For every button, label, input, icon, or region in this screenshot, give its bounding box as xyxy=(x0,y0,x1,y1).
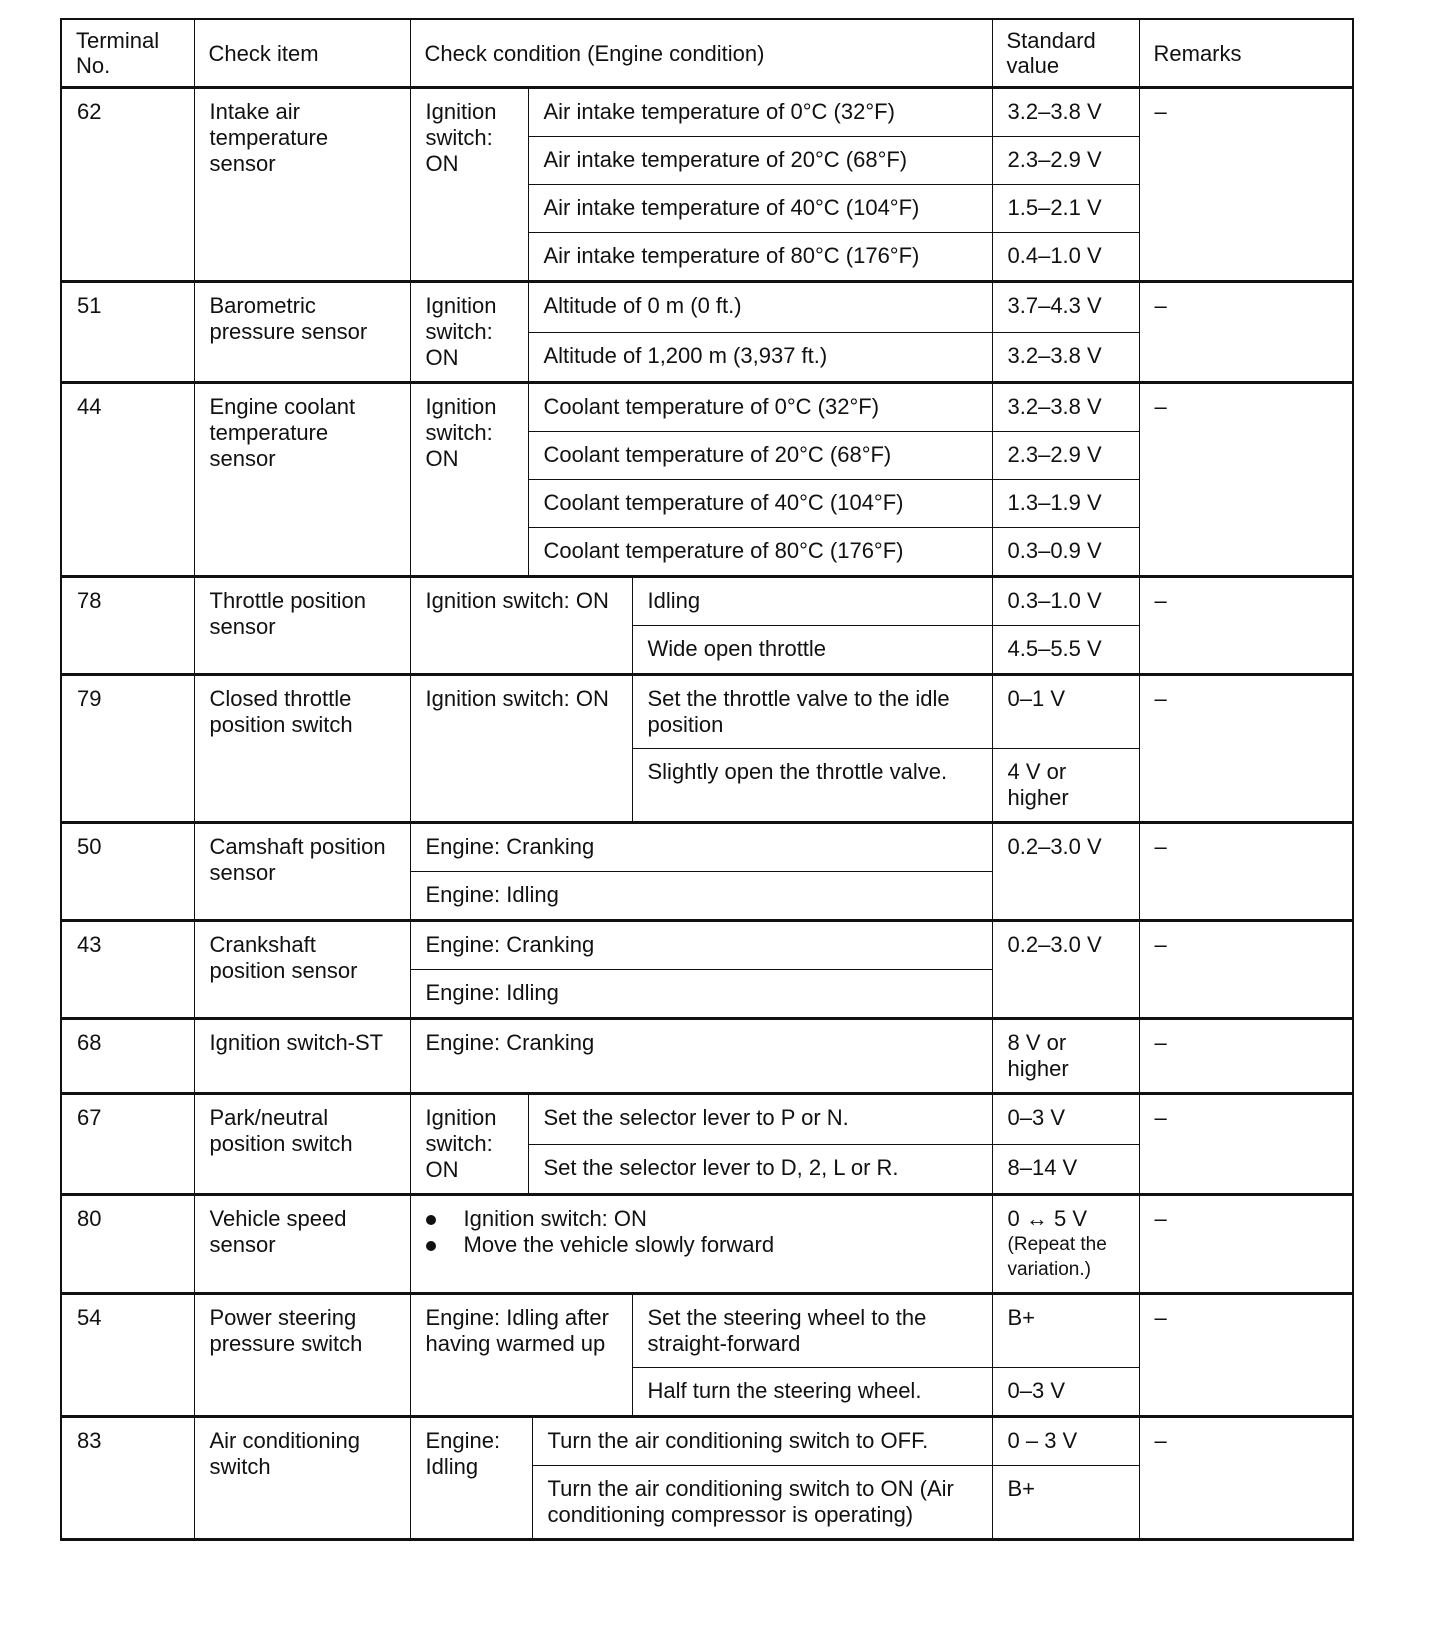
remarks: – xyxy=(1139,383,1352,576)
check-condition: Altitude of 1,200 m (3,937 ft.) xyxy=(528,332,992,382)
table-header xyxy=(62,18,1352,87)
terminal-number: 54 xyxy=(62,1294,194,1416)
check-condition: Engine: Cranking xyxy=(410,921,992,970)
check-condition: Turn the air conditioning switch to OFF. xyxy=(532,1417,992,1466)
check-condition: Wide open throttle xyxy=(632,626,992,674)
bullet-item xyxy=(426,1206,978,1232)
check-item: Crankshaft position sensor xyxy=(194,921,410,1018)
standard-value: 3.2–3.8 V xyxy=(992,383,1139,432)
standard-value: 1.5–2.1 V xyxy=(992,185,1139,233)
table-row xyxy=(62,282,1352,332)
bullet-icon xyxy=(426,1241,436,1251)
terminal-group-50 xyxy=(62,822,1352,920)
check-condition: Set the selector lever to D, 2, L or R. xyxy=(528,1144,992,1194)
terminal-group-62 xyxy=(62,87,1352,281)
terminal-group-79 xyxy=(62,674,1352,822)
check-item: Camshaft position sensor xyxy=(194,823,410,920)
terminal-number: 79 xyxy=(62,675,194,822)
standard-value: 0–3 V xyxy=(992,1094,1139,1144)
check-condition: Coolant temperature of 80°C (176°F) xyxy=(528,528,992,576)
terminal-group-43 xyxy=(62,920,1352,1018)
bullet-item xyxy=(426,1232,978,1258)
table-row xyxy=(62,577,1352,626)
standard-value: 0.4–1.0 V xyxy=(992,233,1139,281)
standard-value: 2.3–2.9 V xyxy=(992,432,1139,480)
standard-value: 0.2–3.0 V xyxy=(992,921,1139,1018)
check-condition: Engine: Idling xyxy=(410,970,992,1018)
remarks: – xyxy=(1139,1417,1352,1539)
remarks: – xyxy=(1139,823,1352,920)
check-condition: Air intake temperature of 20°C (68°F) xyxy=(528,137,992,185)
remarks: – xyxy=(1139,1094,1352,1194)
table-body xyxy=(62,87,1352,1539)
standard-value: 8–14 V xyxy=(992,1144,1139,1194)
terminal-number: 62 xyxy=(62,88,194,281)
check-condition: Set the selector lever to P or N. xyxy=(528,1094,992,1144)
value-note: (Repeat the variation.) xyxy=(1007,1234,1107,1280)
terminal-group-51 xyxy=(62,281,1352,382)
check-item: Power steering pressure switch xyxy=(194,1294,410,1416)
table-row xyxy=(62,1417,1352,1466)
terminal-group-78 xyxy=(62,576,1352,674)
check-condition: Slightly open the throttle valve. xyxy=(632,749,992,822)
remarks: – xyxy=(1139,1019,1352,1093)
condition-group-label: Ignition switch: ON xyxy=(410,1094,528,1194)
table-row xyxy=(62,1094,1352,1144)
terminal-number: 43 xyxy=(62,921,194,1018)
check-condition-list xyxy=(410,1195,992,1293)
header-terminal: Terminal No. xyxy=(62,19,194,87)
check-condition: Coolant temperature of 20°C (68°F) xyxy=(528,432,992,480)
condition-group-label: Engine: Idling xyxy=(410,1417,532,1539)
bullet-icon xyxy=(426,1215,436,1225)
standard-value xyxy=(992,1195,1139,1293)
terminal-number: 67 xyxy=(62,1094,194,1194)
standard-value: 3.2–3.8 V xyxy=(992,88,1139,137)
terminal-group-67 xyxy=(62,1093,1352,1194)
standard-value: 0–1 V xyxy=(992,675,1139,749)
terminal-number: 50 xyxy=(62,823,194,920)
terminal-number: 78 xyxy=(62,577,194,674)
check-condition: Engine: Cranking xyxy=(410,1019,992,1093)
standard-value: 3.2–3.8 V xyxy=(992,332,1139,382)
standard-value: 0.2–3.0 V xyxy=(992,823,1139,920)
terminal-group-54 xyxy=(62,1293,1352,1416)
terminal-number: 83 xyxy=(62,1417,194,1539)
terminal-number: 68 xyxy=(62,1019,194,1093)
remarks: – xyxy=(1139,1294,1352,1416)
condition-group-label: Ignition switch: ON xyxy=(410,383,528,576)
terminal-number: 51 xyxy=(62,282,194,382)
standard-value: 1.3–1.9 V xyxy=(992,480,1139,528)
header-remarks: Remarks xyxy=(1139,19,1352,87)
standard-value: B+ xyxy=(992,1466,1139,1539)
check-condition: Idling xyxy=(632,577,992,626)
check-condition: Set the throttle valve to the idle position xyxy=(632,675,992,749)
terminal-check-table xyxy=(60,18,1354,1541)
table-row xyxy=(62,823,1352,872)
terminal-group-44 xyxy=(62,382,1352,576)
bullet-text: Ignition switch: ON xyxy=(463,1206,647,1231)
terminal-group-80 xyxy=(62,1194,1352,1293)
remarks: – xyxy=(1139,577,1352,674)
terminal-group-83 xyxy=(62,1416,1352,1539)
table-row xyxy=(62,1019,1352,1093)
check-condition: Altitude of 0 m (0 ft.) xyxy=(528,282,992,332)
header-standard-value: Standard value xyxy=(992,19,1139,87)
remarks: – xyxy=(1139,675,1352,822)
table-row xyxy=(62,383,1352,432)
check-condition: Half turn the steering wheel. xyxy=(632,1368,992,1416)
condition-group-label: Ignition switch: ON xyxy=(410,577,632,674)
check-item: Ignition switch-ST xyxy=(194,1019,410,1093)
standard-value: 4 V or higher xyxy=(992,749,1139,822)
remarks: – xyxy=(1139,1195,1352,1293)
standard-value: 0–3 V xyxy=(992,1368,1139,1416)
standard-value: 2.3–2.9 V xyxy=(992,137,1139,185)
standard-value: 8 V or higher xyxy=(992,1019,1139,1093)
check-item: Air conditioning switch xyxy=(194,1417,410,1539)
standard-value: 3.7–4.3 V xyxy=(992,282,1139,332)
table-row xyxy=(62,88,1352,137)
bullet-text: Move the vehicle slowly forward xyxy=(463,1232,775,1257)
standard-value: 0 – 3 V xyxy=(992,1417,1139,1466)
terminal-number: 80 xyxy=(62,1195,194,1293)
check-item: Vehicle speed sensor xyxy=(194,1195,410,1293)
header-check-item: Check item xyxy=(194,19,410,87)
value-text: 0 ↔ 5 V xyxy=(1007,1206,1087,1231)
check-item: Intake air temperature sensor xyxy=(194,88,410,281)
check-condition: Coolant temperature of 40°C (104°F) xyxy=(528,480,992,528)
condition-group-label: Ignition switch: ON xyxy=(410,88,528,281)
check-condition: Set the steering wheel to the straight-forward xyxy=(632,1294,992,1368)
standard-value: 0.3–0.9 V xyxy=(992,528,1139,576)
table-row xyxy=(62,1294,1352,1368)
condition-group-label: Engine: Idling after having warmed up xyxy=(410,1294,632,1416)
standard-value: B+ xyxy=(992,1294,1139,1368)
check-condition: Air intake temperature of 40°C (104°F) xyxy=(528,185,992,233)
standard-value: 4.5–5.5 V xyxy=(992,626,1139,674)
condition-group-label: Ignition switch: ON xyxy=(410,282,528,382)
table-row xyxy=(62,675,1352,749)
check-condition: Engine: Idling xyxy=(410,872,992,920)
check-condition: Air intake temperature of 0°C (32°F) xyxy=(528,88,992,137)
check-condition: Turn the air conditioning switch to ON (Air conditioning compressor is operating) xyxy=(532,1466,992,1539)
remarks: – xyxy=(1139,282,1352,382)
standard-value: 0.3–1.0 V xyxy=(992,577,1139,626)
remarks: – xyxy=(1139,921,1352,1018)
remarks: – xyxy=(1139,88,1352,281)
check-item: Closed throttle position switch xyxy=(194,675,410,822)
header-check-condition: Check condition (Engine condition) xyxy=(410,19,992,87)
check-condition: Air intake temperature of 80°C (176°F) xyxy=(528,233,992,281)
terminal-number: 44 xyxy=(62,383,194,576)
check-item: Engine coolant temperature sensor xyxy=(194,383,410,576)
table-row xyxy=(62,1195,1352,1293)
check-condition: Coolant temperature of 0°C (32°F) xyxy=(528,383,992,432)
check-item: Park/neutral position switch xyxy=(194,1094,410,1194)
check-item: Barometric pressure sensor xyxy=(194,282,410,382)
check-item: Throttle position sensor xyxy=(194,577,410,674)
terminal-group-68 xyxy=(62,1018,1352,1093)
table-row xyxy=(62,921,1352,970)
check-condition: Engine: Cranking xyxy=(410,823,992,872)
condition-group-label: Ignition switch: ON xyxy=(410,675,632,822)
